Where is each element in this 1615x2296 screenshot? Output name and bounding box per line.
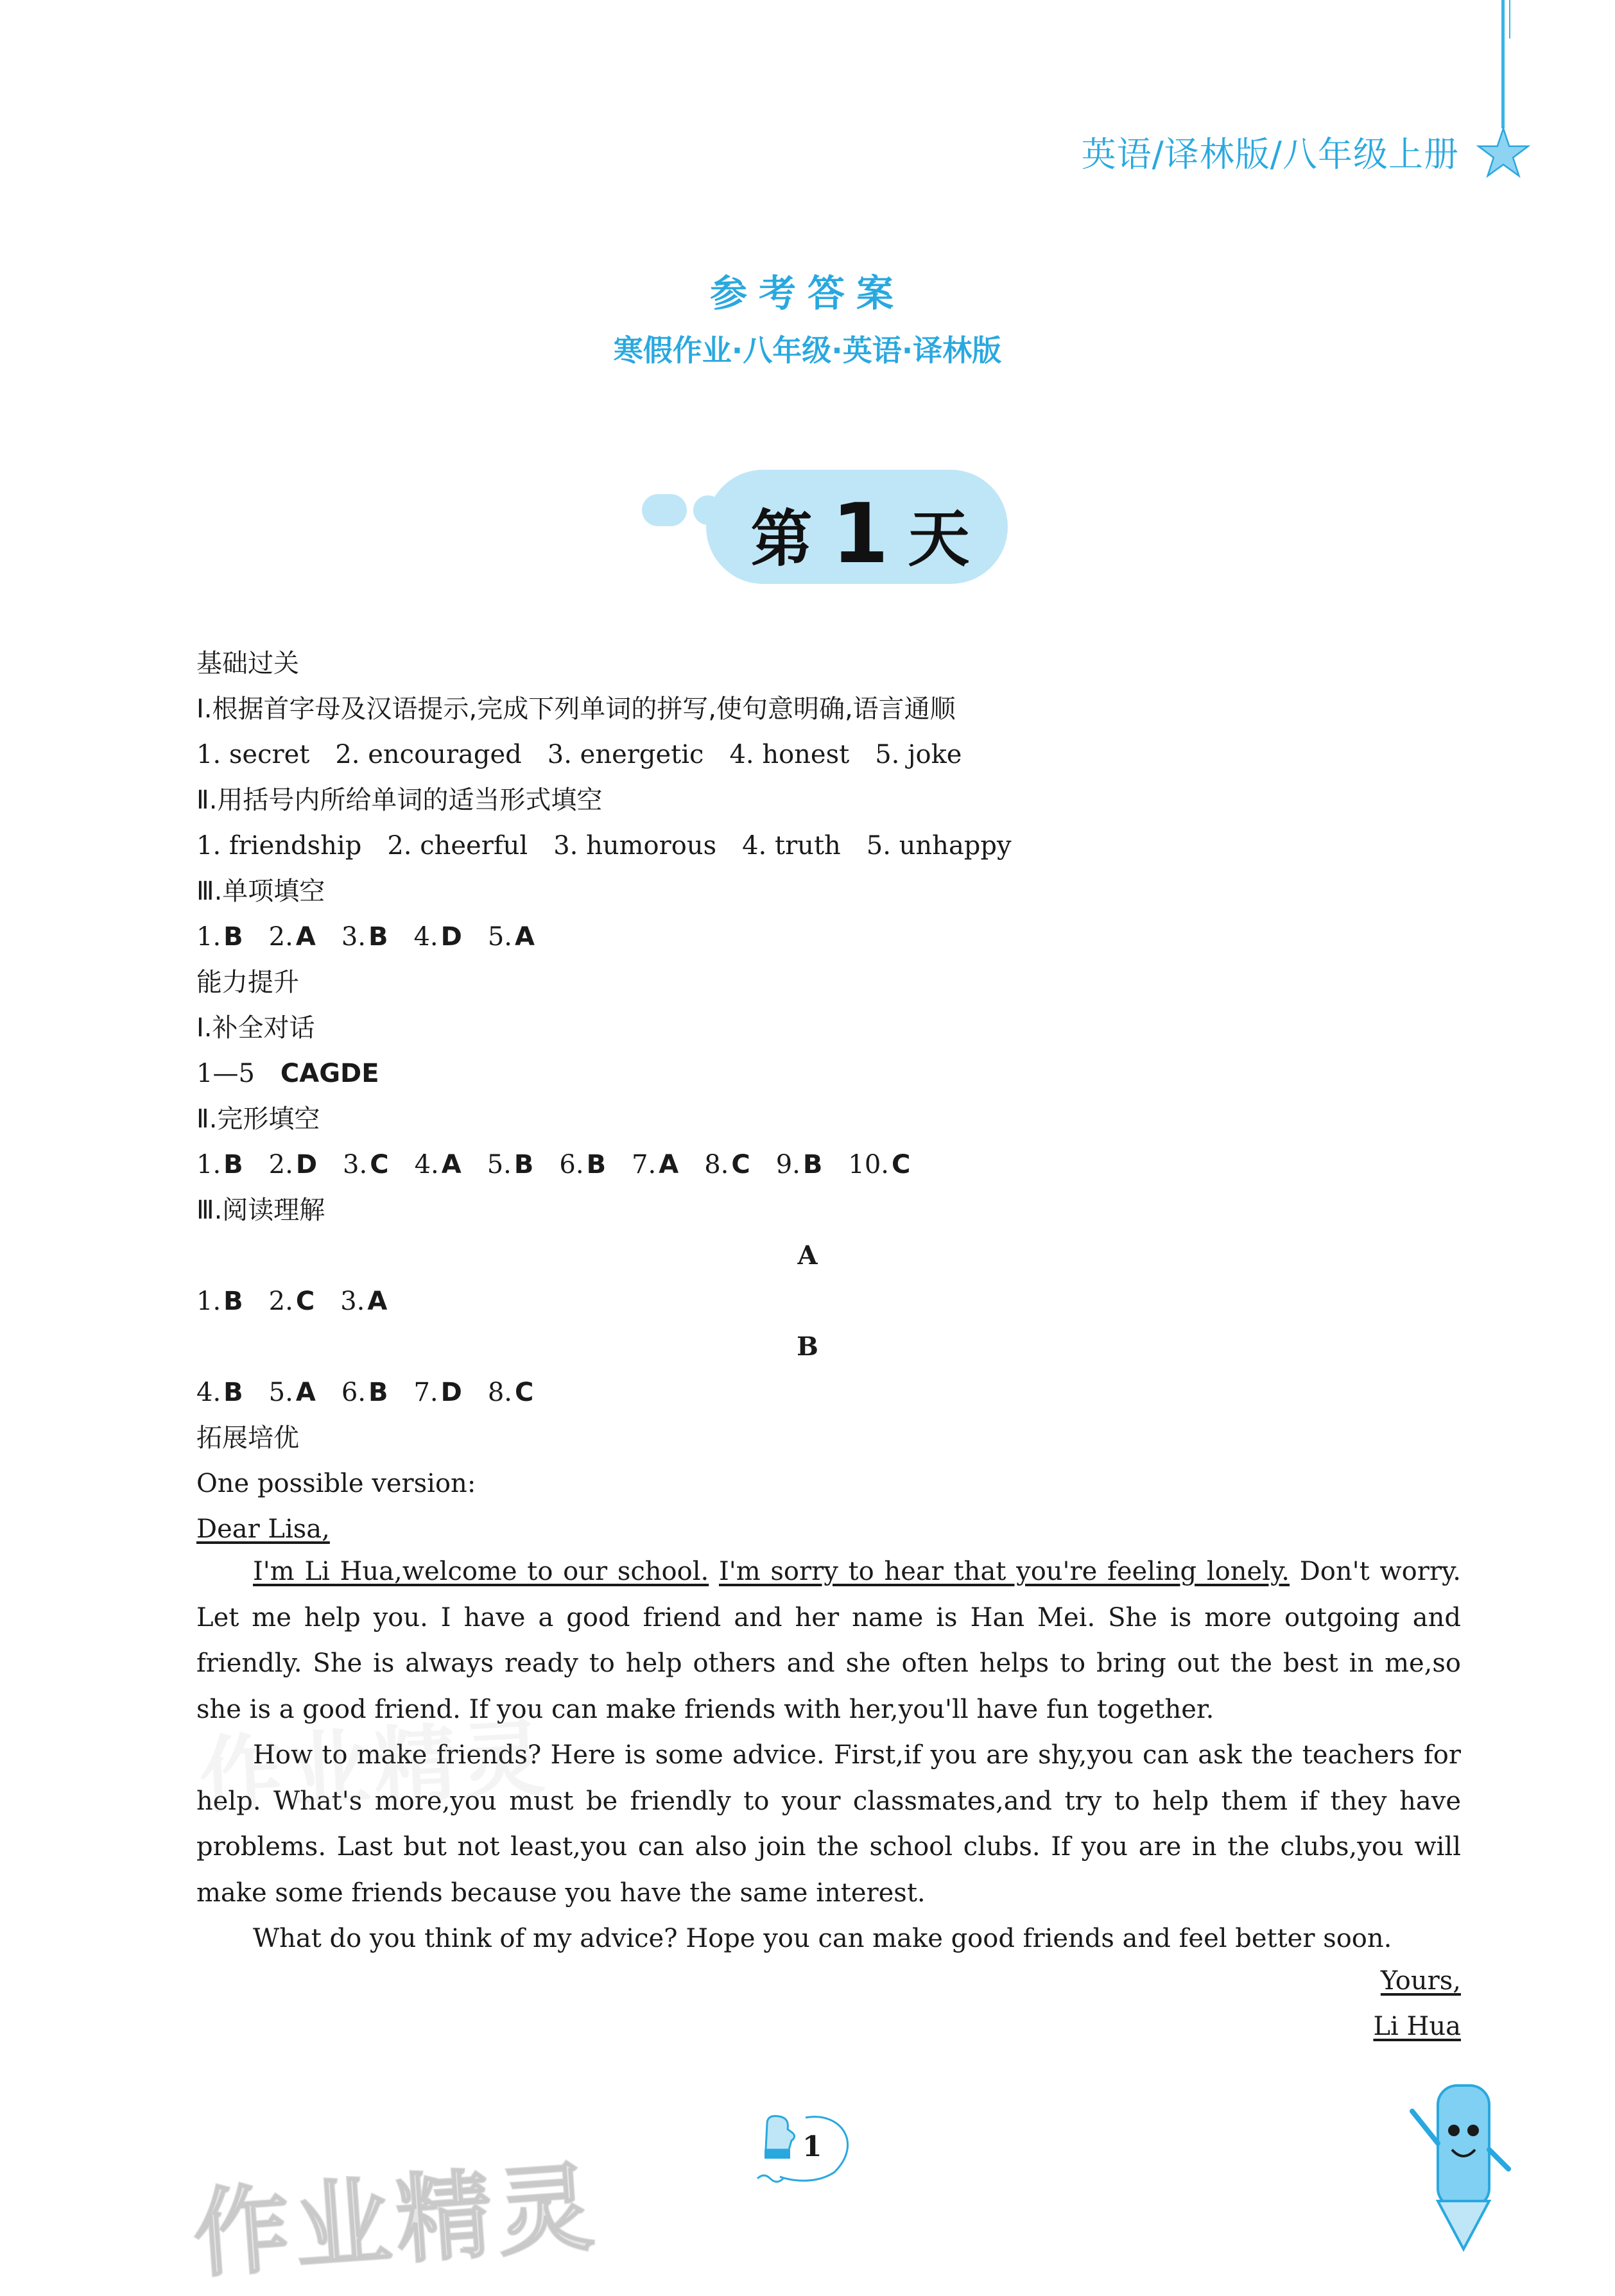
watermark-logo: 作业精灵 [189, 2152, 603, 2292]
a1-answers [196, 1054, 379, 1093]
day-badge [642, 462, 1014, 590]
letter-closing: Yours, [1380, 1966, 1461, 1996]
answer-item [196, 1287, 243, 1316]
section-ability: 能力提升 [196, 968, 299, 997]
answer-item [343, 1150, 389, 1179]
badge-label [725, 486, 995, 582]
answer-item [269, 1378, 316, 1407]
answer-item [341, 922, 388, 952]
answer-item: 5. unhappy [866, 831, 1012, 861]
header-rule [1501, 0, 1505, 128]
a3a-answers [196, 1282, 413, 1321]
letter-p1-rest: Don't worry. Let me help you. I have a good friend and her name is Han Mei. She is more outgoing and friendly. She is always ready to help others and she often helps to bring out the best in me,so she is a good friend. If you can make friends with her,you'll have fun together. [196, 1557, 1462, 1724]
answer-item: 2. cheerful [387, 831, 528, 861]
a1-heading: Ⅰ.补全对话 [196, 1013, 315, 1043]
answer-number: 2. [268, 1150, 293, 1179]
passage-b-label: B [797, 1332, 818, 1362]
answer-number: 1. [196, 922, 221, 952]
answer-item [413, 922, 462, 952]
s1-heading: Ⅰ.根据首字母及汉语提示,完成下列单词的拼写,使句意明确,语言通顺 [196, 694, 956, 724]
answer-item [340, 1287, 387, 1316]
answer-letter: D [295, 1150, 318, 1179]
answer-letter: B [368, 1378, 388, 1407]
answer-letter: A [367, 1287, 388, 1316]
answer-letter: A [659, 1150, 679, 1179]
answer-number: 4. [413, 922, 438, 952]
answer-letter: B [802, 1150, 823, 1179]
answer-item [488, 922, 535, 952]
answer-item: 1. friendship [196, 831, 362, 861]
answer-item [487, 1150, 534, 1179]
letter-greeting: Dear Lisa, [196, 1514, 330, 1544]
answer-number: 7. [413, 1378, 438, 1407]
a3-heading: Ⅲ.阅读理解 [196, 1195, 325, 1225]
answer-item [848, 1150, 910, 1179]
letter-underline-2: I'm sorry to hear that you're feeling lonely. [718, 1557, 1290, 1586]
answer-letter: D [440, 922, 462, 952]
a3b-answers [196, 1373, 559, 1412]
answer-number: 4. [196, 1378, 221, 1407]
answer-letter: B [514, 1150, 534, 1179]
star-icon [1476, 126, 1530, 180]
answer-item [704, 1150, 750, 1179]
letter-signature: Li Hua [1373, 2012, 1461, 2041]
answer-item [488, 1378, 534, 1407]
answer-letter: A [515, 922, 535, 952]
s2-heading: Ⅱ.用括号内所给单词的适当形式填空 [196, 785, 603, 815]
answer-letter: A [295, 922, 316, 952]
answer-number: 4. [414, 1150, 439, 1179]
badge-number: 1 [831, 486, 889, 582]
answer-letter: B [368, 922, 388, 952]
answer-number: 1. [196, 1287, 221, 1316]
section-extension: 拓展培优 [196, 1423, 299, 1453]
answer-item: 5. joke [875, 740, 962, 769]
a2-answers [196, 1145, 936, 1184]
answer-number: 3. [341, 922, 366, 952]
answer-number: 5. [268, 1378, 293, 1407]
answer-number: 9. [775, 1150, 800, 1179]
badge-prefix: 第 [750, 503, 813, 575]
a1-range: 1—5 [196, 1059, 255, 1088]
answer-item [559, 1150, 606, 1179]
answer-letter: C [370, 1150, 389, 1179]
answer-letter: B [586, 1150, 607, 1179]
answer-number: 2. [268, 1287, 293, 1316]
answer-item: 3. humorous [553, 831, 717, 861]
answer-letter: A [441, 1150, 462, 1179]
answer-item: 4. honest [729, 740, 850, 769]
badge-suffix: 天 [908, 503, 970, 575]
answer-number: 10. [848, 1150, 890, 1179]
page-subtitle: 寒假作业·八年级·英语·译林版 [613, 333, 1002, 368]
book-title: 英语/译林版/八年级上册 [1081, 134, 1459, 175]
answer-item [196, 1150, 243, 1179]
letter-paragraph-2: How to make friends? Here is some advice. First,if you are shy,you can ask the teachers for help. What's more,you must be friendly to your classmates,and try to help them if they have problems. Last but not least,you can also join the school clubs. If you are in the clubs,you will make some friends because you have the same interest. [196, 1740, 1461, 1908]
answer-letter: D [440, 1378, 462, 1407]
answer-item: 4. truth [742, 831, 841, 861]
answer-item [196, 922, 243, 952]
mitten-icon [754, 2111, 806, 2175]
letter-paragraph-3: What do you think of my advice? Hope you can make good friends and feel better soon. [253, 1924, 1392, 1953]
a2-heading: Ⅱ.完形填空 [196, 1104, 320, 1134]
header-rule-thin [1509, 0, 1510, 39]
answer-item [413, 1378, 462, 1407]
page-number: 1 [802, 2130, 822, 2163]
answer-item [341, 1378, 388, 1407]
answer-item [269, 1150, 317, 1179]
answer-item [776, 1150, 823, 1179]
answer-letter: C [295, 1287, 315, 1316]
answer-number: 5. [487, 922, 513, 952]
passage-a-label: A [797, 1240, 818, 1271]
answer-item: 1. secret [196, 740, 310, 769]
answer-number: 8. [704, 1150, 729, 1179]
answer-item [269, 922, 316, 952]
answer-letter: B [223, 1150, 243, 1179]
answer-letter: B [223, 1287, 243, 1316]
answer-number: 6. [559, 1150, 584, 1179]
answer-item [196, 1378, 243, 1407]
answer-letter: B [223, 922, 243, 952]
answer-item: 3. energetic [547, 740, 704, 769]
answer-item: 2. encouraged [335, 740, 522, 769]
pencil-mascot-icon [1406, 2073, 1515, 2252]
answer-number: 8. [487, 1378, 513, 1407]
answer-number: 6. [341, 1378, 366, 1407]
answer-number: 3. [340, 1287, 365, 1316]
answer-letter: C [892, 1150, 911, 1179]
s3-answers [196, 918, 560, 956]
answer-item [415, 1150, 462, 1179]
page-title: 参考答案 [709, 271, 905, 315]
answer-number: 7. [632, 1150, 657, 1179]
answer-letter: C [515, 1378, 534, 1407]
answer-item [632, 1150, 678, 1179]
answer-number: 3. [343, 1150, 368, 1179]
letter-intro: One possible version: [196, 1469, 476, 1498]
letter-underline-1: I'm Li Hua,welcome to our school. [253, 1557, 709, 1586]
answer-letter: B [223, 1378, 243, 1407]
answer-letter: C [731, 1150, 750, 1179]
badge-dot [642, 494, 687, 526]
a1-answer: CAGDE [280, 1059, 379, 1088]
answer-item [269, 1287, 315, 1316]
answer-letter: A [295, 1378, 316, 1407]
s2-answers [196, 827, 1037, 865]
s3-heading: Ⅲ.单项填空 [196, 877, 325, 906]
answer-number: 5. [487, 1150, 512, 1179]
answer-number: 1. [196, 1150, 221, 1179]
section-basic: 基础过关 [196, 649, 299, 678]
s1-answers [196, 735, 987, 774]
answer-number: 2. [268, 922, 293, 952]
watermark-faint: 作业精灵 [196, 1709, 551, 1826]
